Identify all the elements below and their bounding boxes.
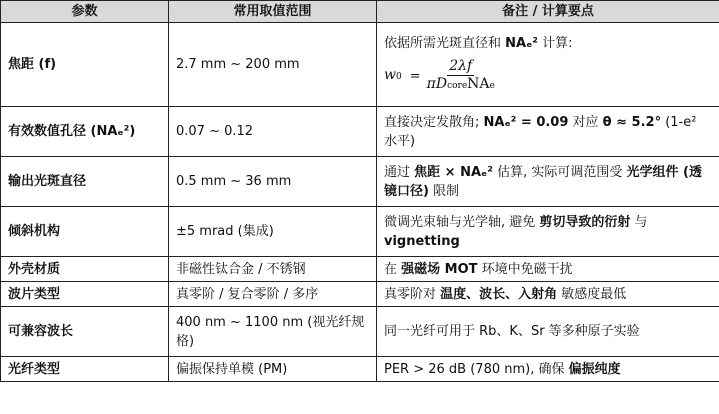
note-text: PER > 26 dB (780 nm), 确保: [384, 361, 569, 377]
note-bold: vignetting: [384, 233, 460, 249]
note-cell: [377, 307, 719, 357]
table-row: [1, 307, 719, 357]
param-cell: 可兼容波长: [1, 307, 169, 357]
note-cell: [377, 257, 719, 282]
table-row: [1, 207, 719, 257]
note-bold: θ ≈ 5.2°: [602, 114, 662, 130]
header-note: 备注 / 计算要点: [377, 1, 719, 23]
note-text: 通过: [384, 164, 415, 180]
note-text: 真零阶对: [384, 286, 441, 302]
range-cell: 400 nm ~ 1100 nm (视光纤规格): [169, 307, 377, 357]
range-cell: 非磁性钛合金 / 不锈钢: [169, 257, 377, 282]
table-row: [1, 282, 719, 307]
range-cell: ±5 mrad (集成): [169, 207, 377, 257]
table-row: [1, 357, 719, 382]
range-cell: 0.07 ~ 0.12: [169, 107, 377, 157]
param-cell: 倾斜机构: [1, 207, 169, 257]
param-cell: 波片类型: [1, 282, 169, 307]
note-text: 对应: [568, 114, 603, 130]
note-bold: 光学组件 (透镜口径): [384, 164, 702, 199]
note-bold: 剪切导致的衍射: [539, 214, 631, 230]
param-cell: 输出光斑直径: [1, 157, 169, 207]
range-cell: 0.5 mm ~ 36 mm: [169, 157, 377, 207]
header-row: [1, 1, 719, 23]
note-cell: [377, 157, 719, 207]
table-row: [1, 257, 719, 282]
param-cell: 外壳材质: [1, 257, 169, 282]
param-cell: 有效数值孔径 (NAₑ²): [1, 107, 169, 157]
note-text: 微调光束轴与光学轴, 避免: [384, 214, 540, 230]
note-cell: [377, 357, 719, 382]
note-text: 依据所需光斑直径和: [384, 36, 506, 51]
note-bold: NAₑ² = 0.09: [483, 114, 569, 130]
formula-den-pi: πD: [426, 76, 448, 92]
header-param: 参数: [1, 1, 169, 23]
note-cell: [377, 23, 719, 107]
note-text: 估算, 实际可调范围受: [492, 164, 627, 180]
note-text: 计算:: [538, 36, 573, 51]
param-cell: 焦距 (f): [1, 23, 169, 107]
formula-lhs-sub: 0: [395, 72, 402, 82]
param-cell: 光纤类型: [1, 357, 169, 382]
note-cell: [377, 282, 719, 307]
formula-eq: =: [409, 69, 421, 84]
table-row: [1, 23, 719, 107]
note-text: (1-e² 水平): [384, 114, 697, 149]
table-row: [1, 157, 719, 207]
range-cell: 真零阶 / 复合零阶 / 多序: [169, 282, 377, 307]
note-bold: 强磁场 MOT: [401, 261, 478, 277]
note-bold: NAₑ²: [505, 36, 539, 51]
note-cell: [377, 107, 719, 157]
note-cell: [377, 207, 719, 257]
note-text: 同一光纤可用于 Rb、K、Sr 等多种原子实验: [384, 324, 640, 339]
note-text: 限制: [428, 183, 460, 199]
note-text: 敏感度最低: [557, 286, 627, 302]
formula-den-sub: core: [447, 81, 468, 91]
spot-size-formula: [384, 58, 712, 95]
note-text: 环境中免磁干扰: [477, 261, 573, 277]
formula-lhs: w: [384, 67, 396, 83]
note-bold: 焦距 × NAₑ²: [414, 164, 493, 180]
note-text: 直接决定发散角;: [384, 114, 484, 130]
note-bold: 偏振纯度: [568, 361, 621, 377]
formula-den-na-sub: e: [489, 81, 495, 91]
note-text: 与: [630, 214, 648, 230]
formula-den-na: NA: [467, 76, 490, 92]
header-range: 常用取值范围: [169, 1, 377, 23]
range-cell: 2.7 mm ~ 200 mm: [169, 23, 377, 107]
formula-numerator: 2λf: [449, 58, 473, 74]
note-text: 在: [384, 261, 402, 277]
note-bold: 温度、波长、入射角: [440, 286, 558, 302]
table-row: [1, 107, 719, 157]
range-cell: 偏振保持单模 (PM): [169, 357, 377, 382]
